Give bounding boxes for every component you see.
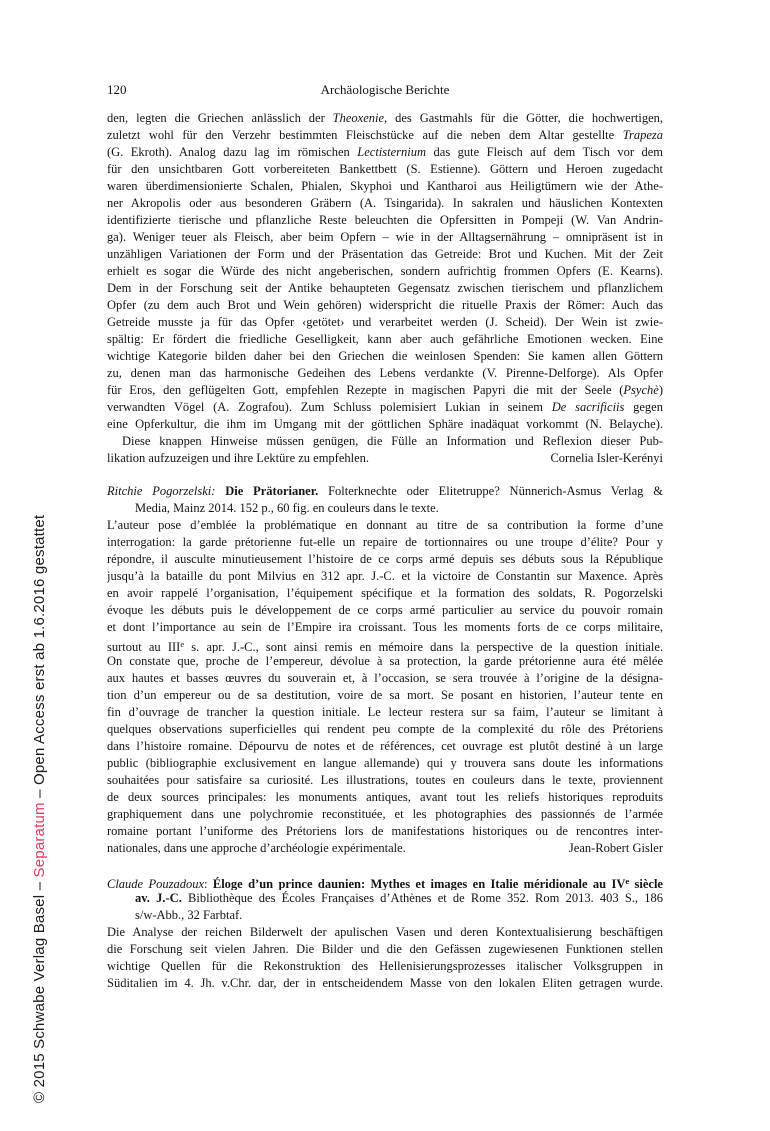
text-segment: nationales, dans une approche d’archéologie expérimentale. (107, 841, 406, 855)
text-line (107, 178, 663, 195)
text-segment: verwandten Vögel (A. Zografou). Zum Schluss polemisiert Lukian in seinem (107, 400, 552, 414)
text-segment: en avoir rappelé l’organisation, l’équipement spécifique et la formation des soldats, R. Pogorzelski (107, 586, 663, 600)
text-line (107, 314, 663, 331)
text-segment: De sacrificiis (551, 400, 625, 414)
text-segment: Psychè (623, 383, 659, 397)
line-text (107, 349, 663, 363)
text-line (107, 483, 663, 500)
text-line (107, 941, 663, 958)
paragraph (107, 924, 663, 992)
line-text (135, 891, 663, 905)
text-line (107, 416, 663, 433)
line-text (107, 640, 663, 653)
text-segment: Media, Mainz 2014. 152 p., 60 fig. en couleurs dans le texte. (135, 501, 439, 515)
reviewer-signature: Cornelia Isler-Kerényi (550, 451, 663, 465)
text-segment: jusqu’à la bataille du pont Milvius en 312 apr. J.-C. et la victoire de Constantin sur Maxence. Après (107, 569, 663, 583)
line-text (107, 790, 663, 804)
text-segment: ner Akropolis oder aus besonderen Gräbern (A. Tsingarida). In sakralen und häuslichen Kontexten (107, 196, 663, 210)
paragraph (107, 517, 663, 857)
line-text (107, 417, 663, 431)
text-line (107, 382, 663, 399)
text-segment: eine Opferkultur, die ihm im Umgang mit der göttlichen Sphäre inadäquat vorkommt (N. Belayche). (107, 417, 663, 431)
text-segment: , des Gastmahls für die Götter, die hochwertigen, (384, 111, 663, 125)
line-text (107, 807, 663, 821)
text-segment: : (204, 877, 213, 890)
text-line (107, 907, 663, 924)
line-text (107, 586, 663, 600)
line-text (107, 281, 663, 295)
text-line (107, 551, 663, 568)
text-line (107, 365, 663, 382)
line-text (107, 773, 663, 787)
reviewer-signature: Jean-Robert Gisler (568, 841, 663, 855)
line-text (107, 298, 663, 312)
text-segment: (G. Ekroth). Analog dazu lag im römischen (107, 145, 358, 159)
text-line (107, 738, 663, 755)
line-text (107, 264, 663, 278)
text-segment: Éloge d’un prince daunien: Mythes et images en Italie méridionale au IV (212, 877, 626, 890)
text-line (107, 806, 663, 823)
copyright-stamp (31, 515, 48, 1103)
text-line (107, 161, 663, 178)
text-line (107, 399, 663, 416)
stamp-separatum: Separatum (31, 802, 48, 878)
text-segment: Diese knappen Hinweise müssen genügen, die Fülle an Information und Reflexion dieser Pub- (122, 434, 663, 448)
text-line (107, 331, 663, 348)
line-text (107, 213, 663, 227)
text-line (107, 840, 663, 857)
text-line (107, 670, 663, 687)
text-segment: Bibliothèque des Écoles Françaises d’Athènes et de Rome 352. Rom 2013. 403 S., 186 (181, 891, 663, 905)
text-line (107, 704, 663, 721)
page-number: 120 (107, 82, 127, 97)
line-text (107, 196, 663, 210)
line-text (107, 925, 663, 939)
line-text (107, 756, 663, 770)
line-text (107, 671, 663, 685)
text-line (107, 636, 663, 653)
text-segment: ) (658, 383, 663, 397)
text-segment: Getreide musste ja für das Opfer ‹getötet› und verarbeitet werden (J. Scheid). Der Wein ist zwie- (107, 315, 663, 329)
text-segment: Die Analyse der reichen Bilderwelt der apulischen Vasen und deren Kontextualisierung beschäftigen (107, 925, 663, 939)
text-segment: romaine portant l’uniforme des Prétoriens lors de manifestations historiques ou de rencontres inter- (107, 824, 663, 838)
text-segment: répondre, il ausculte minutieusement l’histoire de ce corps armé depuis ses débuts sous la République (107, 552, 663, 566)
text-line (107, 246, 663, 263)
text-line (107, 873, 663, 890)
text-line (107, 127, 663, 144)
line-text (107, 484, 663, 498)
text-line (107, 263, 663, 280)
text-segment: aux hautes et basses œuvres du souverain et, à l’occasion, se sera trouvée à l’origine de la désigna- (107, 671, 663, 685)
text-segment: L’auteur pose d’emblée la problématique en donnant au titre de sa contribution la forme d’une (107, 518, 663, 532)
text-segment: Die Prätorianer. (225, 484, 319, 498)
text-segment: graphiquement dans une polychromie reconstituée, et les photographies des passionnés de l’armée (107, 807, 663, 821)
journal-title: Archäologische Berichte (320, 82, 450, 97)
text-line (107, 534, 663, 551)
line-text (107, 824, 663, 838)
text-segment: spältig: Er fördert die friedliche Geselligkeit, kann aber auch gefährliche Emotionen wecken. Eine (107, 332, 663, 346)
text-line (107, 517, 663, 534)
text-segment: erhielt es sogar die Würde des nicht angeberischen, sondern aufrichtig frommen Opfers (E. Kearns). (107, 264, 663, 278)
text-column (107, 82, 663, 992)
text-segment: dans l’histoire romaine. Dépourvu de notes et de références, cet ouvrage est plutôt destiné à un large (107, 739, 663, 753)
text-line (107, 144, 663, 161)
text-segment: fin d’ouvrage de trancher la question initiale. Le lecteur restera sur sa faim, l’auteur se limitant à (107, 705, 663, 719)
text-segment: ga). Weniger teuer als Fleisch, aber beim Opfern – wie in der Alltagsernährung – omnipräsent ist in (107, 230, 663, 244)
stamp-prefix: © 2015 Schwabe Verlag Basel – (31, 877, 48, 1103)
text-segment: On constate que, proche de l’empereur, dévolue à sa protection, la garde prétorienne aura été mêlée (107, 654, 663, 668)
text-line (107, 619, 663, 636)
text-line (107, 568, 663, 585)
line-text (107, 400, 663, 414)
text-segment: Süditalien im 4. Jh. v.Chr. dar, der in entscheidendem Masse von den lokalen Eliten getragen wurde. (107, 976, 663, 990)
text-segment: Opfer (zu dem auch Brot und Wein gehören) widerspricht die rituelle Praxis der Römer: Auch das (107, 298, 663, 312)
line-text (107, 722, 663, 736)
text-line (107, 602, 663, 619)
text-segment: e (180, 639, 185, 649)
line-text (107, 315, 663, 329)
text-segment: wichtige Kategorie bilden daher bei den Griechen die weinlosen Spenden: Sie kamen allen Göttern (107, 349, 663, 363)
text-segment: gegen (624, 400, 663, 414)
page-header (107, 82, 663, 99)
text-line (107, 975, 663, 992)
text-line (107, 890, 663, 907)
text-line (107, 958, 663, 975)
text-line (107, 755, 663, 772)
line-text (107, 705, 663, 719)
line-text (107, 840, 406, 857)
text-line (107, 348, 663, 365)
line-text (107, 366, 663, 380)
text-line (107, 653, 663, 670)
text-segment: Claude Pouzadoux (107, 877, 205, 890)
text-segment: das gute Fleisch auf dem Tisch vor dem (426, 145, 663, 159)
line-text (107, 942, 663, 956)
stamp-suffix: – Open Access erst ab 1.6.2016 gestattet (31, 514, 48, 803)
text-segment: Trapeza (622, 128, 663, 142)
text-segment: zu, denen man das harmonische Gedeihen des Lebens verdankte (V. Pirenne-Delforge). Als Opfer (107, 366, 663, 380)
reference-heading (107, 873, 663, 924)
text-segment: den, legten die Griechen anlässlich der (107, 111, 333, 125)
text-segment: e (625, 876, 630, 886)
text-line (107, 687, 663, 704)
text-line (107, 280, 663, 297)
text-line (107, 772, 663, 789)
line-text (107, 145, 663, 159)
text-segment: surtout au III (107, 640, 181, 653)
line-text (107, 535, 663, 549)
text-segment: évoque les débuts puis le développement de ce corps armé particulier au service du pouvoir romain (107, 603, 663, 617)
text-line (107, 823, 663, 840)
paragraph (107, 110, 663, 467)
line-text (122, 434, 663, 448)
line-text (107, 230, 663, 244)
line-text (107, 332, 663, 346)
text-segment: de deux sources principales: les monuments antiques, avant tout les reliefs historiques reproduits (107, 790, 663, 804)
text-line (107, 110, 663, 127)
text-segment: Ritchie Pogorzelski: (107, 484, 226, 498)
line-text (135, 908, 242, 922)
text-segment: quelques observations superficielles qui rendent peu compte de la complexité du rôle des Prétoriens (107, 722, 663, 736)
text-segment: Lectisternium (357, 145, 427, 159)
text-segment: s. apr. J.-C., sont ainsi remis en mémoire dans la perspective de la question initiale. (184, 640, 663, 653)
text-line (107, 450, 663, 467)
line-text (107, 179, 663, 193)
text-segment: für Eros, den geflügelten Gott, empfehlen Rezepte in magischen Papyri die mit der Seele ( (107, 383, 624, 397)
text-segment: Dem in der Forschung seit der Antike behaupteten Gegensatz zwischen tierischem und pflanzlichem (107, 281, 663, 295)
text-segment: wichtige Quellen für die Rekonstruktion des Hellenisierungsprozesses italischer Volksgruppen in (107, 959, 663, 973)
text-line (107, 433, 663, 450)
line-text (107, 976, 663, 990)
line-text (107, 569, 663, 583)
text-segment: souhaitées pour satisfaire sa curiosité. Les illustrations, toutes en couleurs dans le texte, proviennent (107, 773, 663, 787)
text-segment: likation aufzuzeigen und ihre Lektüre zu empfehlen. (107, 451, 370, 465)
text-line (107, 229, 663, 246)
text-segment: zuletzt wohl für den Verzehr bestimmten Fleischstücke auf die neben dem Altar gestellte (107, 128, 623, 142)
text-segment: Theoxenie (332, 111, 385, 125)
line-text (107, 688, 663, 702)
line-text (107, 877, 663, 890)
text-segment: unzähligen Variationen der Form und der Präsentation das Getreide: Brot und Kuchen. Mit der Zeit (107, 247, 663, 261)
text-segment: interrogation: la garde prétorienne fut-elle un repaire de tortionnaires ou une troupe d’élite? Pour y (107, 535, 663, 549)
line-text (107, 959, 663, 973)
line-text (107, 450, 369, 467)
text-segment: Folterknechte oder Elitetruppe? Nünnerich-Asmus Verlag & (318, 484, 663, 498)
text-segment: siècle (629, 877, 663, 890)
text-line (107, 924, 663, 941)
body-text (107, 110, 663, 992)
text-line (107, 212, 663, 229)
text-segment: für den unsichtbaren Gott vorbereiteten Bankettbett (S. Estienne). Göttern und Heroen zugedacht (107, 162, 663, 176)
text-segment: tion d’un empereur ou de sa destitution, voire de sa mort. Se posant en historien, l’auteur tente en (107, 688, 663, 702)
line-text (107, 111, 663, 125)
line-text (135, 501, 439, 515)
text-segment: identifizierte tierische und pflanzliche Reste beleuchten die Opfersitten in Pompeji (W. Van Andrin- (107, 213, 663, 227)
text-segment: av. J.-C. (135, 891, 182, 905)
line-text (107, 383, 663, 397)
line-text (107, 128, 663, 142)
text-segment: waren überdimensionierte Schalen, Phialen, Skyphoi und Kantharoi aus Heiligtümern wie der Athe- (107, 179, 663, 193)
line-text (107, 654, 663, 668)
line-text (107, 162, 663, 176)
text-line (107, 789, 663, 806)
text-line (107, 297, 663, 314)
line-text (107, 739, 663, 753)
text-segment: et dont l’importance au sein de l’Empire ira croissant. Tous les moments forts de ce corps militaire, (107, 620, 663, 634)
text-line (107, 721, 663, 738)
line-text (107, 518, 663, 532)
text-line (107, 585, 663, 602)
text-line (107, 500, 663, 517)
line-text (107, 620, 663, 634)
text-segment: die Forschung seit vielen Jahren. Die Bilder und die den Gefässen zugewiesenen Funktionen stellen (107, 942, 663, 956)
text-line (107, 195, 663, 212)
reference-heading (107, 483, 663, 517)
text-segment: public (bibliographie exclusivement en langue allemande) qui y trouvera sans doute les informations (107, 756, 663, 770)
line-text (107, 603, 663, 617)
line-text (107, 247, 663, 261)
line-text (107, 552, 663, 566)
text-segment: s/w-Abb., 32 Farbtaf. (135, 908, 243, 922)
